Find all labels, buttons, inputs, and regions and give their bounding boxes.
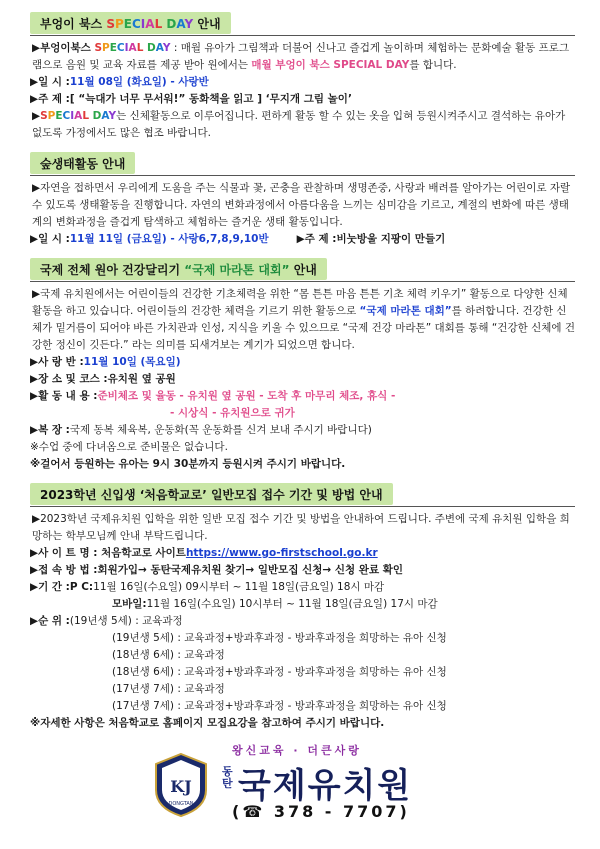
owl-books-intro: ▶부엉이북스 SPECIAL DAY : 매월 유아가 그림책과 더불어 신나고 즐겁게 놀이하며 체험하는 문화예술 활동 프로그램으로 음원 및 교육 자료를 제공 받아 원에서는 매월 부엉이 북스 SPECIAL DAY를 합니다. (32, 42, 570, 71)
phone-number: (☎ 378 - 7707) (232, 802, 410, 821)
section-title-bar (30, 12, 231, 34)
admission-rank-1: (19년생 5세) : 교육과정+방과후과정 - 방과후과정을 희망하는 유아 신청 (112, 632, 447, 644)
section-title: 부엉이 북스 SPECIAL DAY 안내 (40, 16, 221, 31)
admission-site: ▶사 이 트 명 : 처음학교로 사이트 https://www.go-firstschool.go.kr (30, 545, 575, 562)
section-title: 숲생태활동 안내 (40, 156, 126, 171)
section-forest-header (30, 152, 575, 176)
marathon-content: ▶활 동 내 용 : 준비체조 및 율동 - 유치원 옆 공원 - 도착 후 마무리 체조, 휴식 - (30, 390, 396, 402)
section-marathon-header (30, 258, 575, 282)
owl-books-theme: ▶주 제 : [ “늑대가 너무 무서워!” 동화책을 읽고 ] ‘무지개 그림 놀이’ (30, 93, 352, 105)
section-title: 2023학년 신입생 ‘처음학교로’ 일반모집 접수 기간 및 방법 안내 (40, 487, 383, 502)
admission-text: ▶2023학년 국제유치원 입학을 위한 일반 모집 접수 기간 및 방법을 안내하여 드립니다. 주변에 국제 유치원 입학을 희망하는 학부모님께 안내 부탁드립니다. (32, 513, 570, 542)
notice-page (30, 12, 575, 732)
marathon-content-cont: - 시상식 - 유치원으로 귀가 (170, 407, 295, 419)
section-title: 국제 전체 원아 건강달리기 “국제 마라톤 대회” 안내 (40, 262, 317, 277)
section-title-bar (30, 483, 393, 505)
badge-text: KJ (170, 777, 192, 796)
marathon-dress: ▶복 장 : 국제 동복 체육복, 운동화(꼭 운동화를 신겨 보내 주시기 바랍니다) (30, 424, 372, 436)
admission-note: ※자세한 사항은 처음학교로 홈페이지 모집요강을 참고하여 주시기 바랍니다. (30, 717, 385, 729)
marathon-class: ▶사 랑 반 : 11월 10일 (목요일) (30, 356, 181, 368)
marathon-place: ▶장 소 및 코스 : 유치원 옆 공원 (30, 373, 176, 385)
admission-site-link[interactable]: https://www.go-firstschool.go.kr (185, 547, 378, 559)
admission-rank-3: (18년생 6세) : 교육과정+방과후과정 - 방과후과정을 희망하는 유아 신청 (112, 666, 447, 678)
section-admission-header (30, 483, 575, 507)
kindergarten-name: 국제유치원 (238, 766, 413, 806)
section-owl-books-header (30, 12, 575, 36)
dongtan-label: 동탄 (222, 765, 233, 790)
slogan: 왕신교육 · 더큰사랑 (232, 744, 362, 757)
owl-books-date: ▶일 시 : 11월 08일 (화요일) - 사랑반 (30, 76, 209, 88)
admission-rank-0: ▶순 위 : (19년생 5세) : 교육과정 (30, 615, 183, 627)
admission-period-pc: ▶기 간 : P C: 11월 16일(수요일) 09시부터 ~ 11월 18일(금요일) 18시 마감 (30, 581, 385, 593)
admission-period-mobile: 모바일: 11월 16일(수요일) 10시부터 ~ 11월 18일(금요일) 17시 마감 (112, 598, 438, 610)
special-day-rainbow-text: SPECIAL DAY (94, 42, 171, 54)
marathon-text: ▶국제 유치원에서는 어린이들의 건강한 기초체력을 위한 “몸 튼튼 마음 튼튼 기초 체력 키우기” 활동으로 다양한 신체활동을 하고 있습니다. 어린이들의 건강한 체력을 기르기 위한 활동으로 “국제 마라톤 대회”를 하려합니다. 건강한 신체가 밑거름이 되어야 바른 가치관과 인성, 지식을 키울 수 있으므로 “국제 건강 마라톤” 대회를 통해 “건강한 신체에 건강한 정신이 깃든다.” 라는 의미를 되새겨보는 계기가 되었으면 합니다. (32, 288, 575, 351)
marathon-note1: ※수업 중에 다녀옴으로 준비물은 없습니다. (30, 441, 228, 453)
owl-books-note: ▶SPECIAL DAY는 신체활동으로 이루어집니다. 편하게 활동 할 수 있는 옷을 입혀 등원시켜주시고 결석하는 유아가 없도록 가정에서도 많은 협조 바랍니다. (32, 110, 566, 139)
admission-rank-4: (17년생 7세) : 교육과정 (112, 683, 225, 695)
admission-rank-2: (18년생 6세) : 교육과정 (112, 649, 225, 661)
badge-sub: DONGTAN (168, 801, 194, 807)
special-day-rainbow-text: SPECIAL DAY (106, 16, 194, 31)
section-title-bar (30, 152, 135, 174)
forest-text: ▶자연을 접하면서 우리에게 도움을 주는 식물과 꽃, 곤충을 관찰하며 생명존중, 사랑과 배려를 알아가는 어린이로 자랄 수 있도록 생태활동을 진행합니다. 자연의 변화과정에서 아름다움을 느끼는 심미감을 기르고, 계절의 변화에 따른 생태계의 변화과정을 즐겁게 탐색하고 체험하는 즐거운 생태 활동입니다. (32, 182, 571, 228)
school-badge-icon (150, 750, 212, 820)
admission-method: ▶접 속 방 법 : 회원가입→ 동탄국제유치원 찾기→ 일반모집 신청→ 신청 완료 확인 (30, 564, 404, 576)
section-title-bar (30, 258, 327, 280)
kindergarten-logo (150, 740, 450, 830)
marathon-note2: ※걸어서 등원하는 유아는 9시 30분까지 등원시켜 주시기 바랍니다. (30, 458, 346, 470)
special-day-rainbow-text: SPECIAL DAY (40, 110, 117, 122)
admission-rank-5: (17년생 7세) : 교육과정+방과후과정 - 방과후과정을 희망하는 유아 신청 (112, 700, 447, 712)
forest-date-theme: ▶일 시 : 11월 11일 (금요일) - 사랑6,7,8,9,10반 ▶주 제 : 비눗방울 지팡이 만들기 (30, 233, 446, 245)
